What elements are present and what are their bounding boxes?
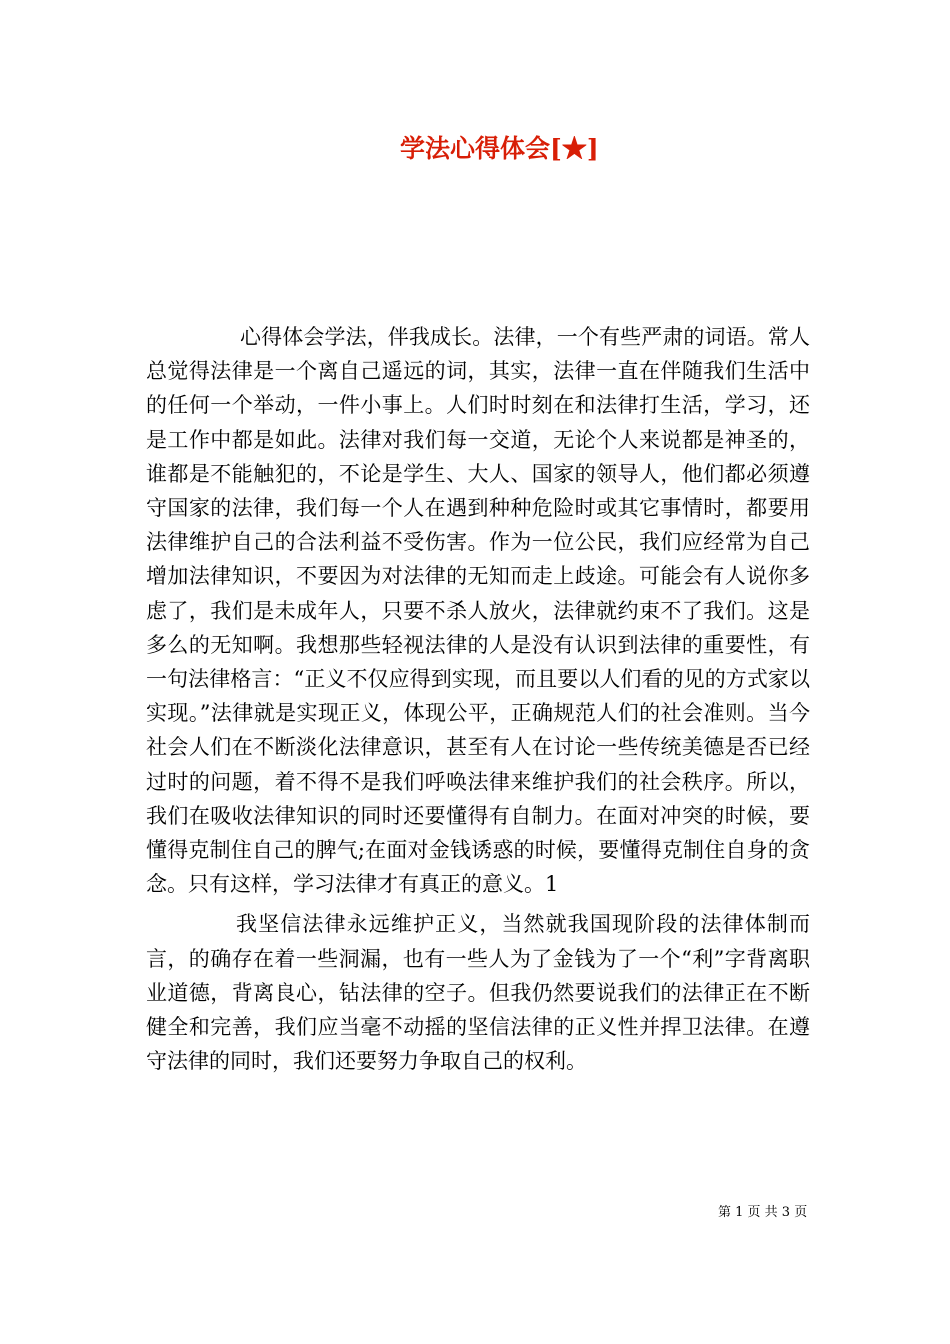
- page-title: 学法心得体会[★]: [400, 134, 599, 163]
- paragraph-1: 心得体会学法，伴我成长。法律，一个有些严肃的词语。常人总觉得法律是一个离自己遥远的词，其实，法律一直在伴随我们生活中的任何一个举动，一件小事上。人们时时刻在和法律打生活，学习，还是工作中都是如此。法律对我们每一交道，无论个人来说都是神圣的，谁都是不能触犯的，不论是学生、大人、国家的领导人，他们都必须遵守国家的法律，我们每一个人在遇到种种危险时或其它事情时，都要用法律维护自己的合法利益不受伤害。作为一位公民，我们应经常为自己增加法律知识，不要因为对法律的无知而走上歧途。可能会有人说你多虑了，我们是未成年人，只要不杀人放火，法律就约束不了我们。这是多么的无知啊。我想那些轻视法律的人是没有认识到法律的重要性，有一句法律格言：“正义不仅应得到实现，而且要以人们看的见的方式家以实现。”法律就是实现正义，体现公平，正确规范人们的社会准则。当今社会人们在不断淡化法律意识，甚至有人在讨论一些传统美德是否已经过时的问题，着不得不是我们呼唤法律来维护我们的社会秩序。所以，我们在吸收法律知识的同时还要懂得有自制力。在面对冲突的时候，要懂得克制住自己的脾气;在面对金钱诱惑的时候，要懂得克制住自身的贪念。只有这样，学习法律才有真正的意义。1: [146, 325, 810, 897]
- paragraph-2: 我坚信法律永远维护正义，当然就我国现阶段的法律体制而言，的确存在着一些洞漏，也有一些人为了金钱为了一个“利”字背离职业道德，背离良心，钻法律的空子。但我仍然要说我们的法律正在不断健全和完善，我们应当毫不动摇的坚信法律的正义性并捍卫法律。在遵守法律的同时，我们还要努力争取自己的权利。: [146, 912, 810, 1074]
- document-body: [146, 320, 810, 1078]
- page-number-footer: 第 1 页 共 3 页: [718, 1205, 808, 1220]
